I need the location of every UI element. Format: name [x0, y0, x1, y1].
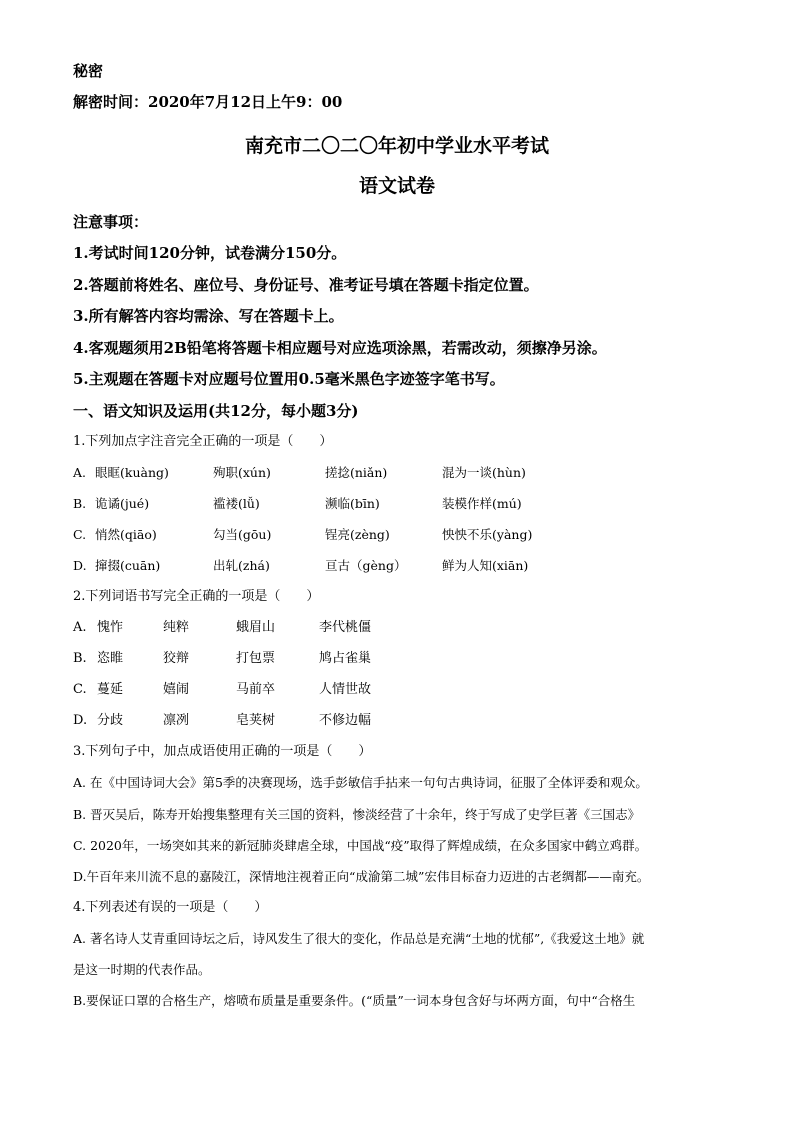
option-item: 搓捻(niǎn) [325, 464, 388, 480]
option-item: 蔓延 [97, 682, 124, 698]
question-1-stem: 1.下列加点字注音完全正确的一项是（ ） [73, 433, 333, 449]
question-3-option-a: A. 在《中国诗词大会》第5季的决赛现场，选手彭敏信手拈来一句句古典诗词，征服了全体评委和观众。 [73, 775, 648, 791]
question-3-stem: 3.下列句子中，加点成语使用正确的一项是（ ） [73, 744, 372, 760]
section-heading: 一、语文知识及运用(共12分，每小题3分) [73, 401, 359, 420]
option-item: 狡辩 [163, 651, 190, 667]
option-item: 愧怍 [97, 620, 124, 636]
option-item: 人情世故 [319, 682, 372, 698]
option-item: 不修边幅 [319, 713, 372, 729]
notice-heading: 注意事项： [73, 213, 149, 231]
question-4-option-a-line-1: A. 著名诗人艾青重回诗坛之后，诗风发生了很大的变化，作品总是充满“土地的忧郁”,《我爱这土地》就 [73, 931, 645, 947]
option-item: 锃亮(zèng) [325, 526, 390, 542]
option-item: 混为一谈(hùn) [442, 464, 526, 480]
option-label: D. [73, 713, 88, 729]
option-item: 恣睢 [97, 651, 124, 667]
notice-item: 1.考试时间120分钟，试卷满分150分。 [73, 244, 347, 262]
question-2-option-a [73, 612, 733, 643]
option-item: 眼眶(kuàng) [95, 464, 169, 480]
notice-item: 5.主观题在答题卡对应题号位置用0.5毫米黑色字迹签字笔书写。 [73, 370, 505, 388]
question-1-option-b [73, 488, 733, 519]
option-label: D. [73, 558, 87, 574]
notice-item: 2.答题前将姓名、座位号、身份证号、准考证号填在答题卡指定位置。 [73, 275, 539, 294]
question-4-option-a-line-2: 是这一时期的代表作品。 [73, 962, 211, 978]
option-item: 凛冽 [163, 713, 190, 729]
option-item: 纯粹 [163, 620, 190, 636]
exam-subtitle: 语文试卷 [358, 175, 435, 197]
question-2-option-b [73, 643, 733, 674]
option-item: 诡谲(jué) [95, 495, 150, 511]
question-1-option-c [73, 519, 733, 550]
exam-title: 南充市二〇二〇年初中学业水平考试 [244, 135, 549, 157]
option-item: 皂荚树 [236, 713, 276, 729]
option-item: 嬉闹 [163, 682, 190, 698]
option-item: 撺掇(cuān) [95, 558, 161, 574]
notice-item: 3.所有解答内容均需涂、写在答题卡上。 [73, 307, 344, 325]
option-item: 濒临(bīn) [325, 495, 380, 511]
question-1-option-d [73, 550, 733, 581]
question-3-option-d: D.午百年来川流不息的嘉陵江，深情地注视着正向“成渝第二城”宏伟目标奋力迈进的古老绸都——南充。 [73, 869, 650, 885]
option-label: A. [73, 620, 87, 636]
exam-page [73, 62, 733, 1016]
question-3-option-c: C. 2020年，一场突如其来的新冠肺炎肆虐全球，中国战“疫”取得了辉煌成绩，在众多国家中鹤立鸡群。 [73, 837, 648, 853]
option-item: 殉职(xún) [213, 464, 271, 480]
option-label: C. [73, 682, 87, 698]
option-item: 分歧 [97, 713, 124, 729]
question-4-stem: 4.下列表述有误的一项是（ ） [73, 900, 268, 916]
option-item: 亘古（gèng） [325, 558, 407, 574]
option-item: 马前卒 [236, 682, 276, 698]
option-item: 鲜为人知(xiān) [442, 558, 529, 574]
option-label: B. [73, 651, 87, 667]
option-item: 李代桃僵 [319, 620, 372, 636]
question-2-option-c [73, 674, 733, 705]
option-item: 悄然(qiāo) [95, 526, 157, 542]
option-label: B. [73, 495, 87, 511]
secret-label: 秘密 [73, 62, 104, 80]
decrypt-time: 解密时间：2020年7月12日上午9：00 [73, 93, 343, 111]
option-label: A. [73, 464, 87, 480]
option-item: 褴褛(lǚ) [213, 495, 260, 511]
notice-item: 4.客观题须用2B铅笔将答题卡相应题号对应选项涂黑，若需改动，须擦净另涂。 [73, 338, 607, 357]
option-item: 蛾眉山 [236, 620, 276, 636]
question-1-option-a [73, 457, 733, 488]
option-item: 出轧(zhá) [213, 558, 270, 574]
option-item: 打包票 [236, 651, 276, 667]
question-2-stem: 2.下列词语书写完全正确的一项是（ ） [73, 589, 320, 605]
option-item: 鸠占雀巢 [319, 651, 372, 667]
question-3-option-b: B. 晋灭吴后，陈寿开始搜集整理有关三国的资料，惨淡经营了十余年，终于写成了史学巨著《三国志》 [73, 806, 641, 822]
question-2-option-d [73, 705, 733, 736]
question-4-option-b-line-1: B.要保证口罩的合格生产，熔喷布质量是重要条件。(“质量”一词本身包含好与坏两方面，句中“合格生 [73, 993, 636, 1009]
option-item: 勾当(gōu) [213, 526, 272, 542]
option-label: C. [73, 526, 87, 542]
option-item: 怏怏不乐(yàng) [442, 526, 533, 542]
option-item: 装模作样(mú) [442, 495, 522, 511]
